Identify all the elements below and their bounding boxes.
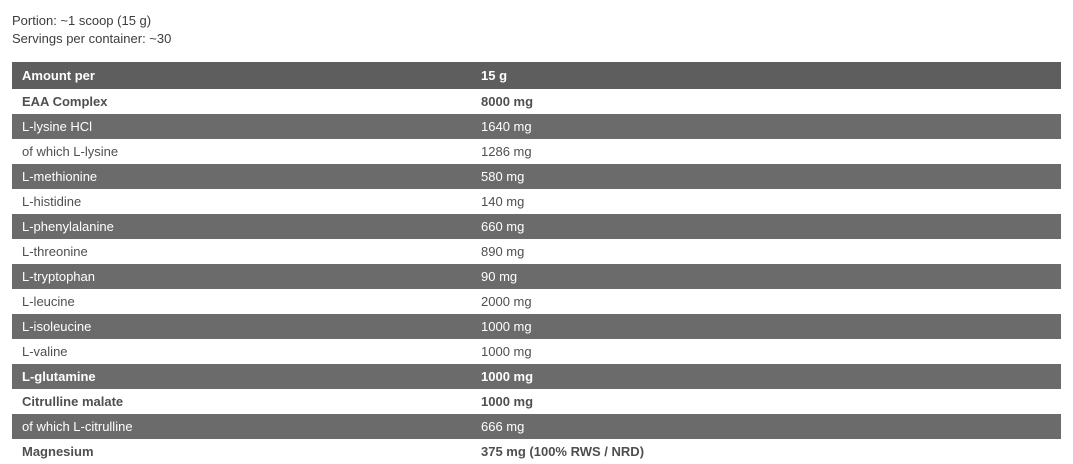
table-row [12,114,1061,139]
table-row [12,239,1061,264]
table-row [12,164,1061,189]
table-row [12,139,1061,164]
table-row [12,389,1061,414]
nutrient-amount: 1000 mg [481,369,534,384]
table-row [12,89,1061,114]
column-header-serving: 15 g [481,68,508,83]
nutrient-name: L-phenylalanine [22,219,114,234]
nutrient-amount: 1000 mg [481,319,532,334]
table-row [12,314,1061,339]
nutrient-name: L-methionine [22,169,98,184]
nutrient-name: L-histidine [22,194,82,209]
nutrient-amount: 1640 mg [481,119,532,134]
nutrient-amount: 1000 mg [481,394,534,409]
nutrient-name: L-lysine HCl [22,119,93,134]
nutrient-name: L-valine [22,344,68,359]
nutrient-amount: 666 mg [481,419,525,434]
portion-size-text: Portion: ~1 scoop (15 g) [12,13,152,28]
nutrient-amount: 375 mg (100% RWS / NRD) [481,444,645,459]
nutrient-name: EAA Complex [22,94,108,109]
nutrient-amount: 2000 mg [481,294,532,309]
nutrient-name: L-threonine [22,244,88,259]
nutrient-amount: 140 mg [481,194,525,209]
table-row [12,214,1061,239]
nutrient-amount: 890 mg [481,244,525,259]
portion-info [12,12,1061,48]
table-body [12,89,1061,464]
nutrient-name: Citrulline malate [22,394,124,409]
nutrient-name: of which L-citrulline [22,419,133,434]
nutrient-name: L-leucine [22,294,75,309]
nutrient-amount: 1000 mg [481,344,532,359]
nutrient-amount: 580 mg [481,169,525,184]
nutrient-name: of which L-lysine [22,144,119,159]
nutrient-amount: 1286 mg [481,144,532,159]
nutrient-name: L-tryptophan [22,269,95,284]
nutrient-amount: 90 mg [481,269,518,284]
table-row [12,289,1061,314]
servings-per-container-text: Servings per container: ~30 [12,31,172,46]
nutrition-table [12,62,1061,464]
nutrient-amount: 660 mg [481,219,525,234]
table-row [12,439,1061,464]
nutrient-name: Magnesium [22,444,94,459]
nutrient-amount: 8000 mg [481,94,534,109]
table-header-row [12,62,1061,89]
nutrient-name: L-glutamine [22,369,96,384]
table-row [12,414,1061,439]
nutrient-name: L-isoleucine [22,319,92,334]
table-row [12,339,1061,364]
table-row [12,264,1061,289]
table-row [12,364,1061,389]
column-header-amount-per: Amount per [22,68,95,83]
table-row [12,189,1061,214]
